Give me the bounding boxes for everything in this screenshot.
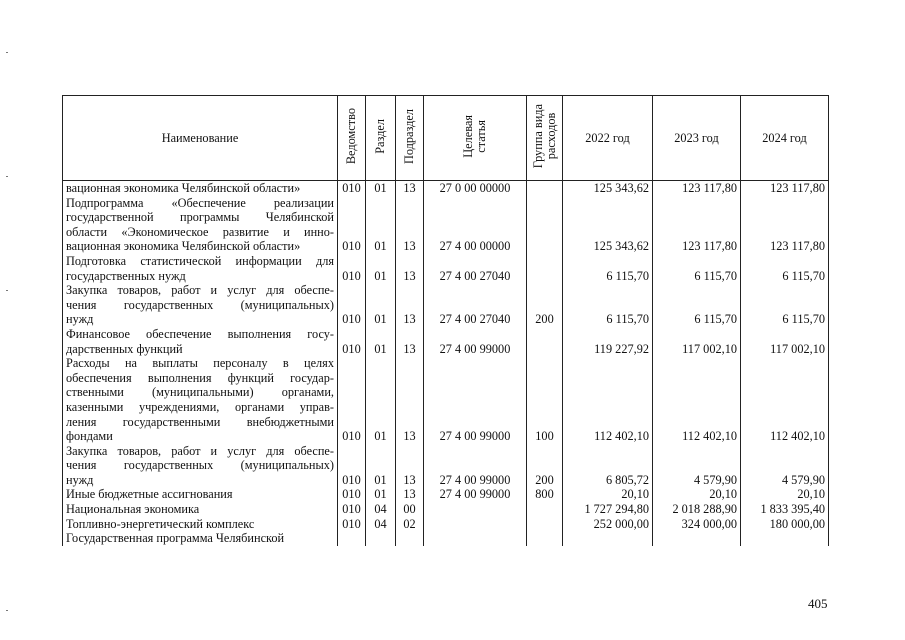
subsection-cell: 13 — [396, 356, 424, 444]
subsection-cell — [396, 531, 424, 546]
row-name-line: Закупка товаров, работ и услуг для обеспе- — [66, 443, 334, 458]
value-2023-cell: 4 579,90 — [653, 444, 741, 488]
scan-mark — [6, 610, 8, 611]
value-2022-cell: 6 115,70 — [563, 254, 653, 283]
header-expense-group: Группа вида расходов — [527, 96, 563, 181]
value-2023-cell: 2 018 288,90 — [653, 502, 741, 517]
value-2023-cell: 6 115,70 — [653, 254, 741, 283]
header-name: Наименование — [63, 96, 338, 181]
department-cell: 010 — [338, 444, 366, 488]
table-row — [63, 444, 829, 488]
expense-group-cell — [527, 531, 563, 546]
subsection-cell: 13 — [396, 327, 424, 356]
table-row — [63, 254, 829, 283]
value-2024-cell: 6 115,70 — [741, 283, 829, 327]
section-cell: 01 — [366, 254, 396, 283]
subsection-cell: 13 — [396, 254, 424, 283]
department-cell: 010 — [338, 254, 366, 283]
value-2023-cell: 6 115,70 — [653, 283, 741, 327]
value-2022-cell: 125 343,62 — [563, 181, 653, 196]
row-name-line: чения государственных (муниципальных) — [66, 297, 334, 312]
row-name-line: области «Экономическое развитие и инно- — [66, 224, 334, 239]
target-article-cell: 27 4 00 99000 — [424, 487, 527, 502]
header-year-2023: 2023 год — [653, 96, 741, 181]
value-2024-cell: 1 833 395,40 — [741, 502, 829, 517]
page-number: 405 — [808, 596, 828, 611]
row-name-line: Расходы на выплаты персоналу в целях — [66, 356, 334, 371]
value-2023-cell: 112 402,10 — [653, 356, 741, 444]
department-cell: 010 — [338, 196, 366, 254]
expense-group-cell — [527, 181, 563, 196]
row-name-line: вационная экономика Челябинской области» — [66, 239, 301, 254]
section-cell: 01 — [366, 356, 396, 444]
target-article-cell: 27 4 00 99000 — [424, 356, 527, 444]
row-name-line: Национальная экономика — [66, 502, 200, 517]
table-row — [63, 283, 829, 327]
value-2023-cell: 324 000,00 — [653, 517, 741, 532]
target-article-cell: 27 4 00 00000 — [424, 196, 527, 254]
subsection-cell: 00 — [396, 502, 424, 517]
expense-group-cell: 100 — [527, 356, 563, 444]
row-name-line: государственных нужд — [66, 268, 186, 283]
value-2022-cell: 20,10 — [563, 487, 653, 502]
target-article-cell — [424, 531, 527, 546]
value-2024-cell — [741, 531, 829, 546]
expense-group-cell: 200 — [527, 444, 563, 488]
department-cell: 010 — [338, 327, 366, 356]
department-cell: 010 — [338, 283, 366, 327]
expense-group-cell — [527, 502, 563, 517]
row-name-line: фондами — [66, 429, 113, 444]
value-2022-cell: 1 727 294,80 — [563, 502, 653, 517]
table-row — [63, 517, 829, 532]
target-article-cell — [424, 502, 527, 517]
value-2022-cell — [563, 531, 653, 546]
subsection-cell: 13 — [396, 196, 424, 254]
table-row — [63, 327, 829, 356]
value-2024-cell: 4 579,90 — [741, 444, 829, 488]
row-name-line: вационная экономика Челябинской области» — [66, 181, 301, 195]
row-name-line: Закупка товаров, работ и услуг для обеспе- — [66, 283, 334, 298]
value-2024-cell: 117 002,10 — [741, 327, 829, 356]
target-article-cell: 27 4 00 27040 — [424, 283, 527, 327]
section-cell — [366, 531, 396, 546]
expense-group-cell — [527, 517, 563, 532]
value-2024-cell: 112 402,10 — [741, 356, 829, 444]
table-row — [63, 487, 829, 502]
value-2022-cell: 119 227,92 — [563, 327, 653, 356]
table-row — [63, 356, 829, 444]
value-2024-cell: 123 117,80 — [741, 196, 829, 254]
scan-mark — [6, 290, 8, 291]
subsection-cell: 02 — [396, 517, 424, 532]
section-cell: 04 — [366, 517, 396, 532]
value-2022-cell: 125 343,62 — [563, 196, 653, 254]
value-2024-cell: 180 000,00 — [741, 517, 829, 532]
subsection-cell: 13 — [396, 181, 424, 196]
table-row — [63, 196, 829, 254]
row-name-line: нужд — [66, 312, 94, 327]
row-name-cell — [63, 283, 338, 327]
section-cell: 01 — [366, 487, 396, 502]
value-2023-cell: 117 002,10 — [653, 327, 741, 356]
department-cell — [338, 531, 366, 546]
scan-mark — [6, 52, 8, 53]
row-name-line: обеспечения выполнения функций государ- — [66, 370, 334, 385]
scan-mark — [6, 176, 8, 177]
row-name-line: ления государственными внебюджетными — [66, 414, 334, 429]
target-article-cell: 27 4 00 27040 — [424, 254, 527, 283]
table-row — [63, 181, 829, 196]
value-2024-cell: 123 117,80 — [741, 181, 829, 196]
row-name-cell — [63, 517, 338, 532]
table-header-row — [63, 96, 829, 181]
header-department: Ведомство — [338, 96, 366, 181]
subsection-cell: 13 — [396, 444, 424, 488]
header-year-2022: 2022 год — [563, 96, 653, 181]
header-section: Раздел — [366, 96, 396, 181]
row-name-line: Подпрограмма «Обеспечение реализации — [66, 195, 334, 210]
value-2023-cell: 123 117,80 — [653, 181, 741, 196]
target-article-cell: 27 4 00 99000 — [424, 444, 527, 488]
budget-table — [62, 95, 829, 546]
row-name-cell — [63, 444, 338, 488]
row-name-cell — [63, 254, 338, 283]
row-name-line: нужд — [66, 472, 94, 487]
row-name-line: государственной программы Челябинской — [66, 210, 334, 225]
row-name-cell — [63, 181, 338, 196]
row-name-line: Иные бюджетные ассигнования — [66, 487, 233, 502]
value-2024-cell: 6 115,70 — [741, 254, 829, 283]
row-name-line: ственными (муниципальными) органами, — [66, 385, 334, 400]
section-cell: 01 — [366, 327, 396, 356]
subsection-cell: 13 — [396, 283, 424, 327]
header-target-article: Целевая статья — [424, 96, 527, 181]
row-name-cell — [63, 531, 338, 546]
header-subsection: Подраздел — [396, 96, 424, 181]
value-2022-cell: 6 115,70 — [563, 283, 653, 327]
value-2023-cell: 123 117,80 — [653, 196, 741, 254]
value-2023-cell: 20,10 — [653, 487, 741, 502]
section-cell: 01 — [366, 196, 396, 254]
section-cell: 01 — [366, 181, 396, 196]
row-name-line: Топливно-энергетический комплекс — [66, 516, 255, 531]
target-article-cell — [424, 517, 527, 532]
department-cell: 010 — [338, 502, 366, 517]
row-name-cell — [63, 327, 338, 356]
header-year-2024: 2024 год — [741, 96, 829, 181]
section-cell: 01 — [366, 283, 396, 327]
expense-group-cell — [527, 327, 563, 356]
expense-group-cell: 800 — [527, 487, 563, 502]
row-name-cell — [63, 356, 338, 444]
row-name-line: чения государственных (муниципальных) — [66, 458, 334, 473]
department-cell: 010 — [338, 517, 366, 532]
department-cell: 010 — [338, 487, 366, 502]
value-2022-cell: 6 805,72 — [563, 444, 653, 488]
value-2024-cell: 20,10 — [741, 487, 829, 502]
row-name-line: дарственных функций — [66, 341, 183, 356]
table-row — [63, 531, 829, 546]
department-cell: 010 — [338, 181, 366, 196]
target-article-cell: 27 4 00 99000 — [424, 327, 527, 356]
table-row — [63, 502, 829, 517]
subsection-cell: 13 — [396, 487, 424, 502]
row-name-cell — [63, 502, 338, 517]
row-name-cell — [63, 196, 338, 254]
row-name-line: казенными учреждениями, органами управ- — [66, 399, 334, 414]
value-2023-cell — [653, 531, 741, 546]
expense-group-cell: 200 — [527, 283, 563, 327]
expense-group-cell — [527, 254, 563, 283]
department-cell: 010 — [338, 356, 366, 444]
expense-group-cell — [527, 196, 563, 254]
target-article-cell: 27 0 00 00000 — [424, 181, 527, 196]
section-cell: 01 — [366, 444, 396, 488]
row-name-line: Государственная программа Челябинской — [66, 531, 285, 546]
row-name-cell — [63, 487, 338, 502]
value-2022-cell: 252 000,00 — [563, 517, 653, 532]
row-name-line: Подготовка статистической информации для — [66, 253, 334, 268]
value-2022-cell: 112 402,10 — [563, 356, 653, 444]
section-cell: 04 — [366, 502, 396, 517]
row-name-line: Финансовое обеспечение выполнения госу- — [66, 326, 334, 341]
